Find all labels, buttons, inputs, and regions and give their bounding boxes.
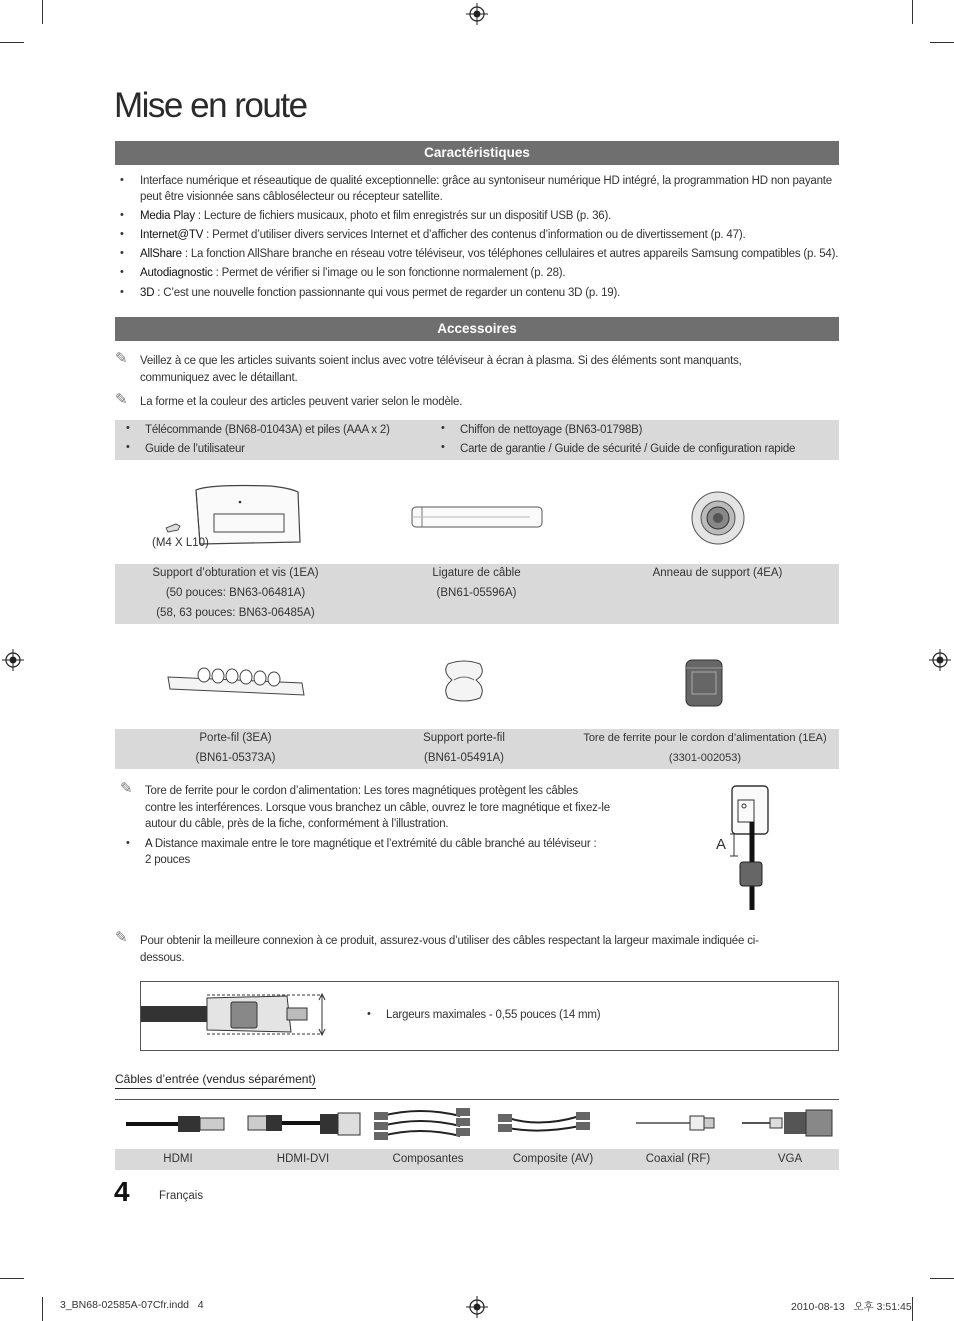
input-cables-heading: Câbles d’entrée (vendus séparément) xyxy=(115,1072,316,1089)
crop-mark xyxy=(42,1297,43,1321)
cable-label: HDMI-DVI xyxy=(276,1153,330,1165)
registration-mark-icon xyxy=(2,649,24,671)
crop-mark xyxy=(912,1297,913,1321)
list-item: 2 pouces xyxy=(145,854,191,866)
cable-tie-image xyxy=(410,505,544,529)
registration-mark-icon xyxy=(466,3,488,25)
note-text: Tore de ferrite pour le cordon d’alimentation: Les tores magnétiques protègent les câbles xyxy=(145,785,578,797)
pencil-note-icon: ✎ xyxy=(115,929,128,946)
accessory-caption: Tore de ferrite pour le cordon d’alimentation (1EA) (3301-002053) xyxy=(583,732,827,764)
features-heading: Caractéristiques xyxy=(115,141,839,165)
crop-mark xyxy=(930,1278,954,1279)
note-text: contre les interférences. Lorsque vous branchez un câble, ouvrez le tore magnétique et fixez-le xyxy=(145,802,610,814)
accessory-caption: Ligature de câble (BN61-05596A) xyxy=(432,567,521,599)
cable-label: Coaxial (RF) xyxy=(645,1153,711,1165)
registration-mark-icon xyxy=(466,1296,488,1318)
accessories-heading: Accessoires xyxy=(115,317,839,341)
note-text: Veillez à ce que les articles suivants soient inclus avec votre téléviseur à écran à plasma. Si des éléments sont manquants, xyxy=(140,355,742,367)
cable-label: Composantes xyxy=(392,1153,464,1165)
note-text: Pour obtenir la meilleure connexion à ce produit, assurez-vous d’utiliser des câbles respectant la largeur maximale indiquée ci- xyxy=(140,935,759,947)
holder-ring-image xyxy=(690,490,746,546)
cable-label: Composite (AV) xyxy=(512,1153,594,1165)
cable-label: VGA xyxy=(777,1153,803,1165)
accessory-caption: Support porte-fil (BN61-05491A) xyxy=(423,732,505,764)
crop-mark xyxy=(0,1278,24,1279)
accessory-caption: Support d’obturation et vis (1EA) (50 pouces: BN63-06481A) (58, 63 pouces: BN63-06485A) xyxy=(152,567,319,619)
list-item: Guide de l’utilisateur xyxy=(145,443,245,455)
note-text: communiquez avec le détaillant. xyxy=(140,372,298,384)
diagram-label: A xyxy=(716,836,727,853)
accessory-caption: Anneau de support (4EA) xyxy=(652,567,783,579)
pencil-note-icon: ✎ xyxy=(115,350,128,367)
footer-date: 2010-08-13 오후 3:51:45 xyxy=(791,1301,912,1313)
note-text: autour du câble, près de la fiche, conformément à l’illustration. xyxy=(145,818,449,830)
input-cables-image xyxy=(120,1104,838,1148)
wire-holder-image xyxy=(164,665,309,699)
screw-label: (M4 X L10) xyxy=(152,537,209,549)
list-item: A Distance maximale entre le tore magnétique et l’extrémité du câble branché au téléviseur : xyxy=(145,838,597,850)
pencil-note-icon: ✎ xyxy=(115,391,128,408)
registration-mark-icon xyxy=(929,649,951,671)
list-item: Télécommande (BN68-01043A) et piles (AAA x 2) xyxy=(145,424,390,436)
ferrite-core-image xyxy=(682,658,726,708)
crop-mark xyxy=(912,0,913,24)
footer-filename: 3_BN68-02585A-07Cfr.indd 4 xyxy=(60,1299,204,1311)
language-label: Français xyxy=(159,1190,204,1202)
crop-mark xyxy=(930,42,954,43)
list-item: Carte de garantie / Guide de sécurité / Guide de configuration rapide xyxy=(460,443,796,455)
note-text: La forme et la couleur des articles peuvent varier selon le modèle. xyxy=(140,396,463,408)
wire-holder-bracket-image xyxy=(440,660,488,704)
list-item: Chiffon de nettoyage (BN63-01798B) xyxy=(460,424,643,436)
divider xyxy=(115,1099,839,1100)
crop-mark xyxy=(42,0,43,24)
pencil-note-icon: ✎ xyxy=(120,780,133,797)
page-title: Mise en route xyxy=(114,86,307,125)
cable-label: HDMI xyxy=(163,1153,193,1165)
crop-mark xyxy=(0,42,24,43)
page-number: 4 xyxy=(114,1176,130,1207)
accessory-caption: Porte-fil (3EA) (BN61-05373A) xyxy=(195,732,276,764)
cable-plug-image xyxy=(141,990,331,1040)
width-spec: Largeurs maximales - 0,55 pouces (14 mm) xyxy=(386,1009,601,1021)
note-text: dessous. xyxy=(140,952,185,964)
